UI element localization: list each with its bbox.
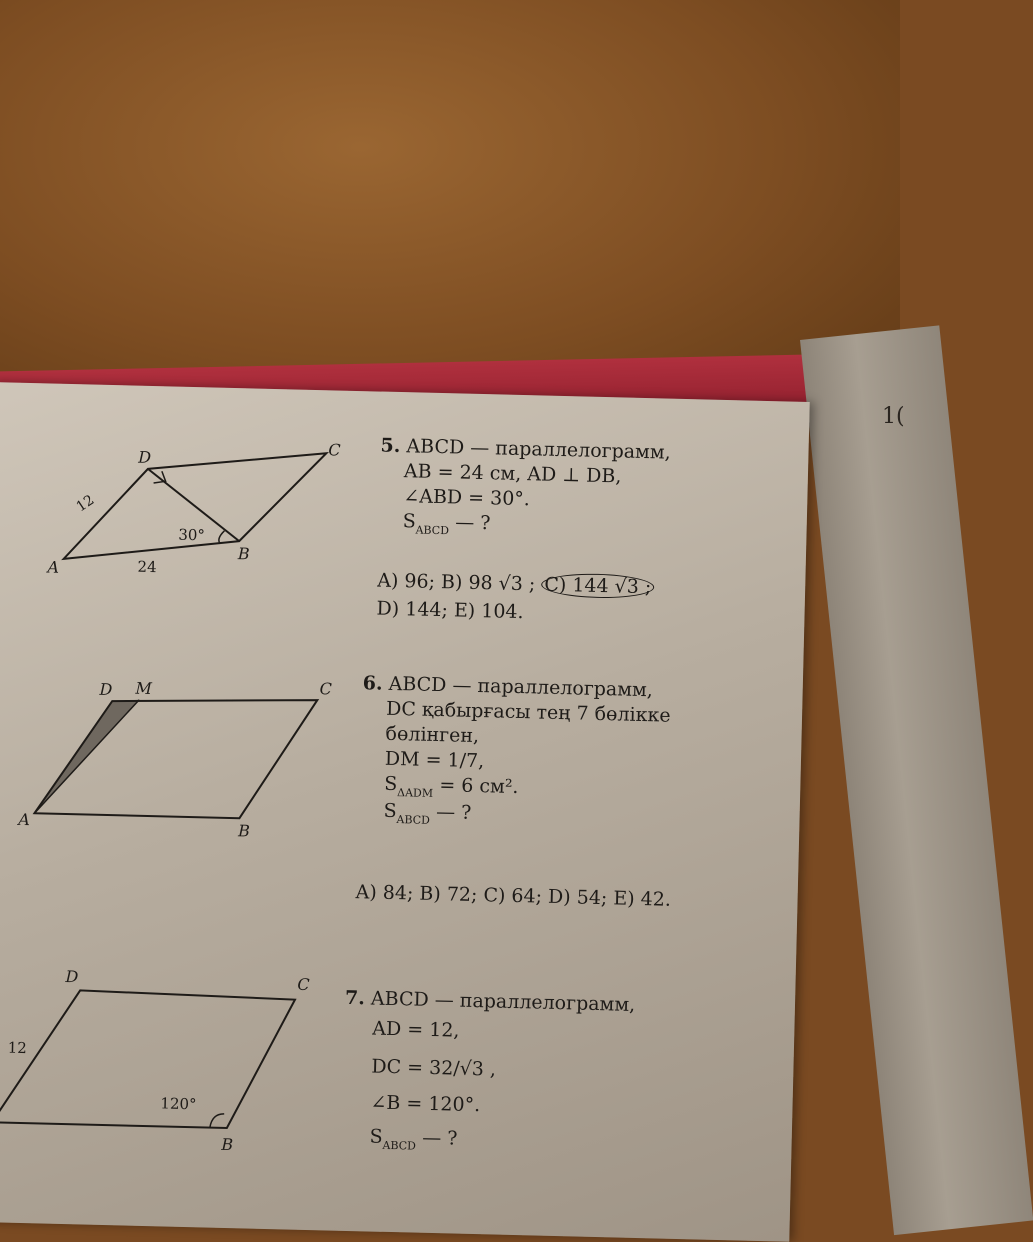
vertex-label: B <box>237 821 251 841</box>
vertex-label: A <box>47 557 60 577</box>
problem-question: $S_{ABCD}$ — ? <box>402 510 491 538</box>
vertex-label: M <box>135 678 153 699</box>
vertex-label: B <box>221 1134 234 1155</box>
problem-line: ABCD — параллелограмм, <box>370 987 636 1016</box>
problem-5-figure <box>47 439 348 586</box>
problem-line: бөлінген, <box>385 722 480 748</box>
problem-7-figure <box>0 967 315 1155</box>
problem-line: ∠ABD = 30°. <box>403 485 531 511</box>
vertex-label: D <box>137 447 152 467</box>
angle-label: 30° <box>178 525 206 545</box>
problem-7 <box>341 983 635 1161</box>
answer-option: B) 98 √3 ; <box>440 571 536 596</box>
answer-option: E) 42. <box>613 887 672 911</box>
answer-option: C) 64; <box>483 884 543 908</box>
textbook-page <box>0 382 810 1242</box>
problem-line: DC қабырғасы тең 7 бөлікке <box>385 697 671 727</box>
problem-line: ABCD — параллелограмм, <box>406 435 671 464</box>
page-number: 1( <box>882 404 905 429</box>
problem-line: DM = 1/7, <box>384 747 485 773</box>
problem-number: 7. <box>344 986 366 1010</box>
problem-question: $S_{ABCD}$ — ? <box>369 1125 458 1153</box>
answer-option-circled: C) 144 √3 ; <box>541 573 654 600</box>
problem-line: DC = 32/√3 , <box>371 1055 497 1081</box>
problem-number: 5. <box>380 434 401 458</box>
problem-6 <box>359 671 671 832</box>
handwritten-label: 12 <box>73 492 98 516</box>
problem-line: AB = 24 см, AD ⊥ DB, <box>403 460 622 488</box>
problem-5-answers <box>376 570 654 633</box>
answer-option: D) 54; <box>547 885 608 910</box>
answer-option: D) 144; <box>376 597 449 622</box>
answer-option: A) 84; <box>355 881 414 905</box>
problem-question: $S_{ABCD}$ — ? <box>383 799 472 827</box>
vertex-label: D <box>65 967 79 987</box>
parallelogram-abcd <box>0 988 295 1129</box>
problem-5 <box>378 434 671 543</box>
side-label: 24 <box>137 557 157 577</box>
problem-area-given: $S_{\Delta ADM} = 6$ см². <box>384 772 519 800</box>
side-label: 12 <box>7 1038 28 1058</box>
vertex-label: D <box>99 679 113 700</box>
angle-arc <box>210 1114 224 1128</box>
problem-line: ABCD — параллелограмм, <box>388 672 654 702</box>
angle-label: 120° <box>160 1094 197 1114</box>
vertex-label: C <box>328 440 341 460</box>
problem-6-answers <box>355 881 671 917</box>
vertex-label: A <box>18 809 31 830</box>
vertex-label: C <box>319 679 333 699</box>
answer-option: E) 104. <box>453 599 524 624</box>
problem-6-figure <box>18 678 348 841</box>
problem-number: 6. <box>362 672 383 695</box>
answer-option: B) 72; <box>419 882 478 907</box>
vertex-label: B <box>237 544 250 564</box>
problem-line: AD = 12, <box>372 1017 460 1042</box>
vertex-label: C <box>297 974 310 994</box>
problem-line: ∠B = 120°. <box>370 1091 481 1117</box>
answer-option: A) 96; <box>376 569 436 593</box>
next-page-edge <box>800 325 1033 1235</box>
